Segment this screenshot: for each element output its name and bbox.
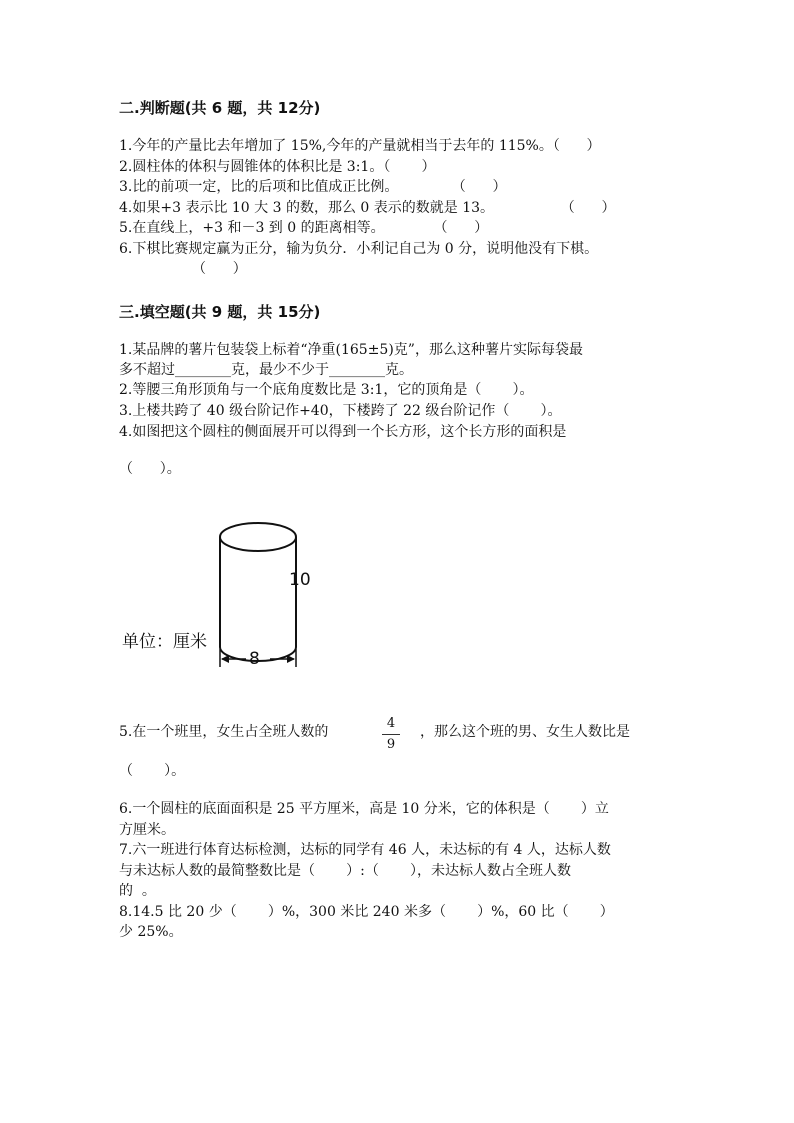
fraction-four-ninths [380,716,402,753]
fill-q5-prefix: 5.在一个班里，女生占全班人数的 [119,724,329,740]
judge-item-4: 4.如果+3 表示比 10 大 3 的数，那么 0 表示的数就是 13。 （ ） [119,200,616,216]
fraction-numerator: 4 [386,716,396,731]
judge-item-2: 2.圆柱体的体积与圆锥体的体积比是 3:1。（ ） [119,159,436,175]
arrowhead-right [287,655,295,663]
section-2-title: 二.判断题(共 6 题，共 12分) [119,99,321,117]
section-3-title: 三.填空题(共 9 题，共 15分) [119,303,321,321]
fill-q8-line2: 少 25%。 [119,924,183,940]
fill-q1-line1: 1.某品牌的薯片包装袋上标着“净重(165±5)克”，那么这种薯片实际每袋最 [119,342,583,358]
fill-q7-line1: 7.六一班进行体育达标检测，达标的同学有 46 人，未达标的有 4 人，达标人数 [119,842,611,858]
diameter-label: 8 [249,649,260,669]
cylinder-figure [210,515,310,675]
fill-q3: 3.上楼共跨了 40 级台阶记作+40，下楼跨了 22 级台阶记作（ ）。 [119,403,562,419]
judge-item-5: 5.在直线上，+3 和－3 到 0 的距离相等。 （ ） [119,220,489,236]
fill-q7-line2: 与未达标人数的最简整数比是（ ）:（ ），未达标人数占全班人数 [119,863,572,879]
judge-item-6-bracket: （ ） [192,261,247,277]
arrowhead-left [221,655,229,663]
fill-q8-line1: 8.14.5 比 20 少（ ）%，300 米比 240 米多（ ）%，60 比（ ） [119,904,614,920]
fill-q2: 2.等腰三角形顶角与一个底角度数比是 3:1，它的顶角是（ ）。 [119,382,534,398]
fraction-denominator: 9 [386,737,396,752]
fill-q1-line2: 多不超过________克，最少不少于________克。 [119,362,413,378]
fill-q6-line1: 6.一个圆柱的底面面积是 25 平方厘米，高是 10 分米，它的体积是（ ）立 [119,801,609,817]
fill-q5-line2: （ ）。 [119,763,186,779]
unit-label: 单位：厘米 [122,632,207,652]
fill-q6-line2: 方厘米。 [119,822,175,838]
height-label: 10 [289,570,311,590]
cylinder-top-ellipse [220,523,296,551]
fraction-bar [382,734,400,735]
judge-item-6: 6.下棋比赛规定赢为正分，输为负分．小利记自己为 0 分，说明他没有下棋。 [119,241,599,257]
fill-q4-line1: 4.如图把这个圆柱的侧面展开可以得到一个长方形，这个长方形的面积是 [119,424,567,440]
fill-q4-line2: （ ）。 [119,461,181,477]
fill-q5-suffix: ，那么这个班的男、女生人数比是 [420,724,630,740]
fill-q7-line3: 的 。 [119,883,156,899]
judge-item-3: 3.比的前项一定，比的后项和比值成正比例。 （ ） [119,179,507,195]
judge-item-1: 1.今年的产量比去年增加了 15%,今年的产量就相当于去年的 115%。（ ） [119,138,601,154]
